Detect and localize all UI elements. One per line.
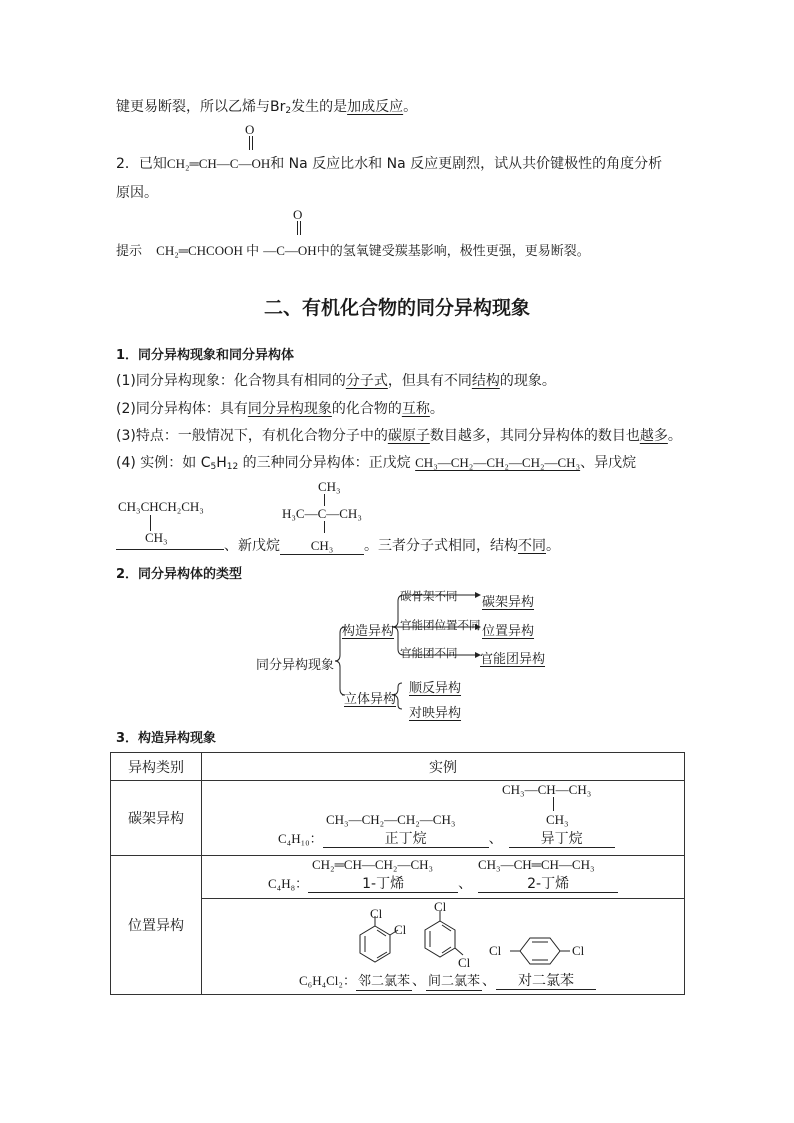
table-header-category: 异构类别 — [111, 753, 202, 781]
tree-leaf-position: 位置异构 — [482, 624, 535, 639]
n-butane-structure: CH₃—CH₂—CH₂—CH₃ — [326, 812, 456, 827]
tree-leaf-enantiomer: 对映异构 — [409, 706, 462, 721]
q2-double-bond-line-2 — [252, 136, 254, 150]
neopentane-bottom: CH₃ — [280, 538, 364, 555]
hint-carbonyl-o: O — [293, 207, 303, 222]
q2-double-bond-line — [249, 136, 251, 150]
p3-heading: 3．构造异构现象 — [116, 731, 217, 746]
neopentane-top-bond — [324, 494, 326, 506]
table-cat-position: 位置异构 — [111, 856, 202, 995]
ortho-cl-2: Cl — [394, 922, 407, 937]
dichlorobenzene-line: C₆H₄Cl₂： 邻二氯苯 、 间二氯苯 、 对二氯苯 — [299, 970, 596, 991]
neopentane-bottom-bond — [324, 521, 326, 533]
butane-line: C₄H₁₀： 正丁烷 、 异丁烷 — [278, 828, 615, 848]
isopentane-branch-bond — [150, 515, 152, 531]
p1-item-a: (1)同分异构现象：化合物具有相同的分子式，但具有不同结构的现象。 — [116, 373, 556, 389]
tree-branch-stereo: 立体异构 — [344, 692, 397, 707]
tree-root: 同分异构现象 — [256, 658, 335, 673]
n-pentane-formula: CH₃—CH₂—CH₂—CH₂—CH₃ — [415, 455, 581, 470]
neopentane-top: CH₃ — [318, 479, 341, 494]
isobutane-branch: CH₃ — [546, 812, 569, 827]
tree-cond-functional: 官能团不同 — [400, 646, 458, 660]
intro-line-1: 键更易断裂，所以乙烯与$Br_2$发生的是加成反应。 — [116, 99, 418, 116]
p1-item-e: 、新戊烷 CH₃ 。三者分子式相同，结构不同。 — [116, 535, 560, 555]
meta-cl-1: Cl — [434, 899, 447, 914]
neopentane-middle: H₃C—C—CH₃ — [282, 506, 362, 521]
hint-line: 提示 CH₂═CHCOOH 中 —C—OH中的氢氧键受羰基影响，极性更强，更易断裂。 — [116, 243, 590, 259]
p1-item-b: (2)同分异构体：具有同分异构现象的化合物的互称。 — [116, 401, 444, 417]
hint-double-bond-line — [297, 221, 299, 235]
tree-leaf-functional: 官能团异构 — [480, 652, 546, 667]
tree-leaf-cis-trans: 顺反异构 — [409, 681, 462, 696]
meta-dichlorobenzene-structure — [415, 895, 485, 975]
tree-cond-skeleton: 碳骨架不同 — [400, 589, 458, 603]
q2-line-1: 2．已知CH₂═CH—C—OH和 Na 反应比水和 Na 反应更剧烈，试从共价键极性的角度分析 — [116, 156, 663, 172]
p1-item-d: (4) 实例：如 $C_5H_{12}$ 的三种同分异构体：正戊烷 CH₃—CH₂—CH₂—CH₂—CH₃、异戊烷 — [116, 455, 637, 472]
q2-line-2: 原因。 — [116, 185, 158, 201]
p1-item-c: (3)特点：一般情况下，有机化合物分子中的碳原子数目越多，其同分异构体的数目也越多。 — [116, 428, 682, 444]
answer-addition-reaction: 加成反应 — [347, 99, 404, 115]
q2-acrylic-acid-formula: CH₂═CH—C—OH — [166, 156, 271, 171]
butene-1-structure: CH₂═CH—CH₂—CH₃ — [312, 857, 434, 872]
meta-cl-2: Cl — [458, 955, 471, 970]
isopentane-branch: CH₃ — [145, 530, 168, 545]
p1-heading: 1．同分异构现象和同分异构体 — [116, 348, 295, 363]
para-cl-1: Cl — [489, 943, 502, 958]
p2-heading: 2．同分异构体的类型 — [116, 567, 243, 582]
hint-label: 提示 — [116, 244, 143, 259]
tree-leaf-skeleton: 碳架异构 — [482, 595, 535, 610]
tree-cond-position: 官能团位置不同 — [400, 618, 481, 632]
isopentane-main-chain: CH₃CHCH₂CH₃ — [118, 499, 204, 514]
butene-line: C₄H₈： 1-丁烯 、 2-丁烯 — [268, 873, 618, 893]
tree-branch-structural: 构造异构 — [342, 624, 395, 639]
section-title: 二、有机化合物的同分异构现象 — [263, 297, 530, 319]
table-cat-skeleton: 碳架异构 — [111, 781, 202, 856]
butene-2-structure: CH₃—CH═CH—CH₃ — [478, 857, 595, 872]
isobutane-branch-bond — [553, 797, 555, 811]
hint-double-bond-line-2 — [300, 221, 302, 235]
q2-carbonyl-o: O — [245, 122, 255, 137]
table-header-example: 实例 — [202, 753, 685, 781]
isobutane-main: CH₃—CH—CH₃ — [502, 782, 592, 797]
ortho-cl-1: Cl — [370, 906, 383, 921]
para-cl-2: Cl — [572, 943, 585, 958]
